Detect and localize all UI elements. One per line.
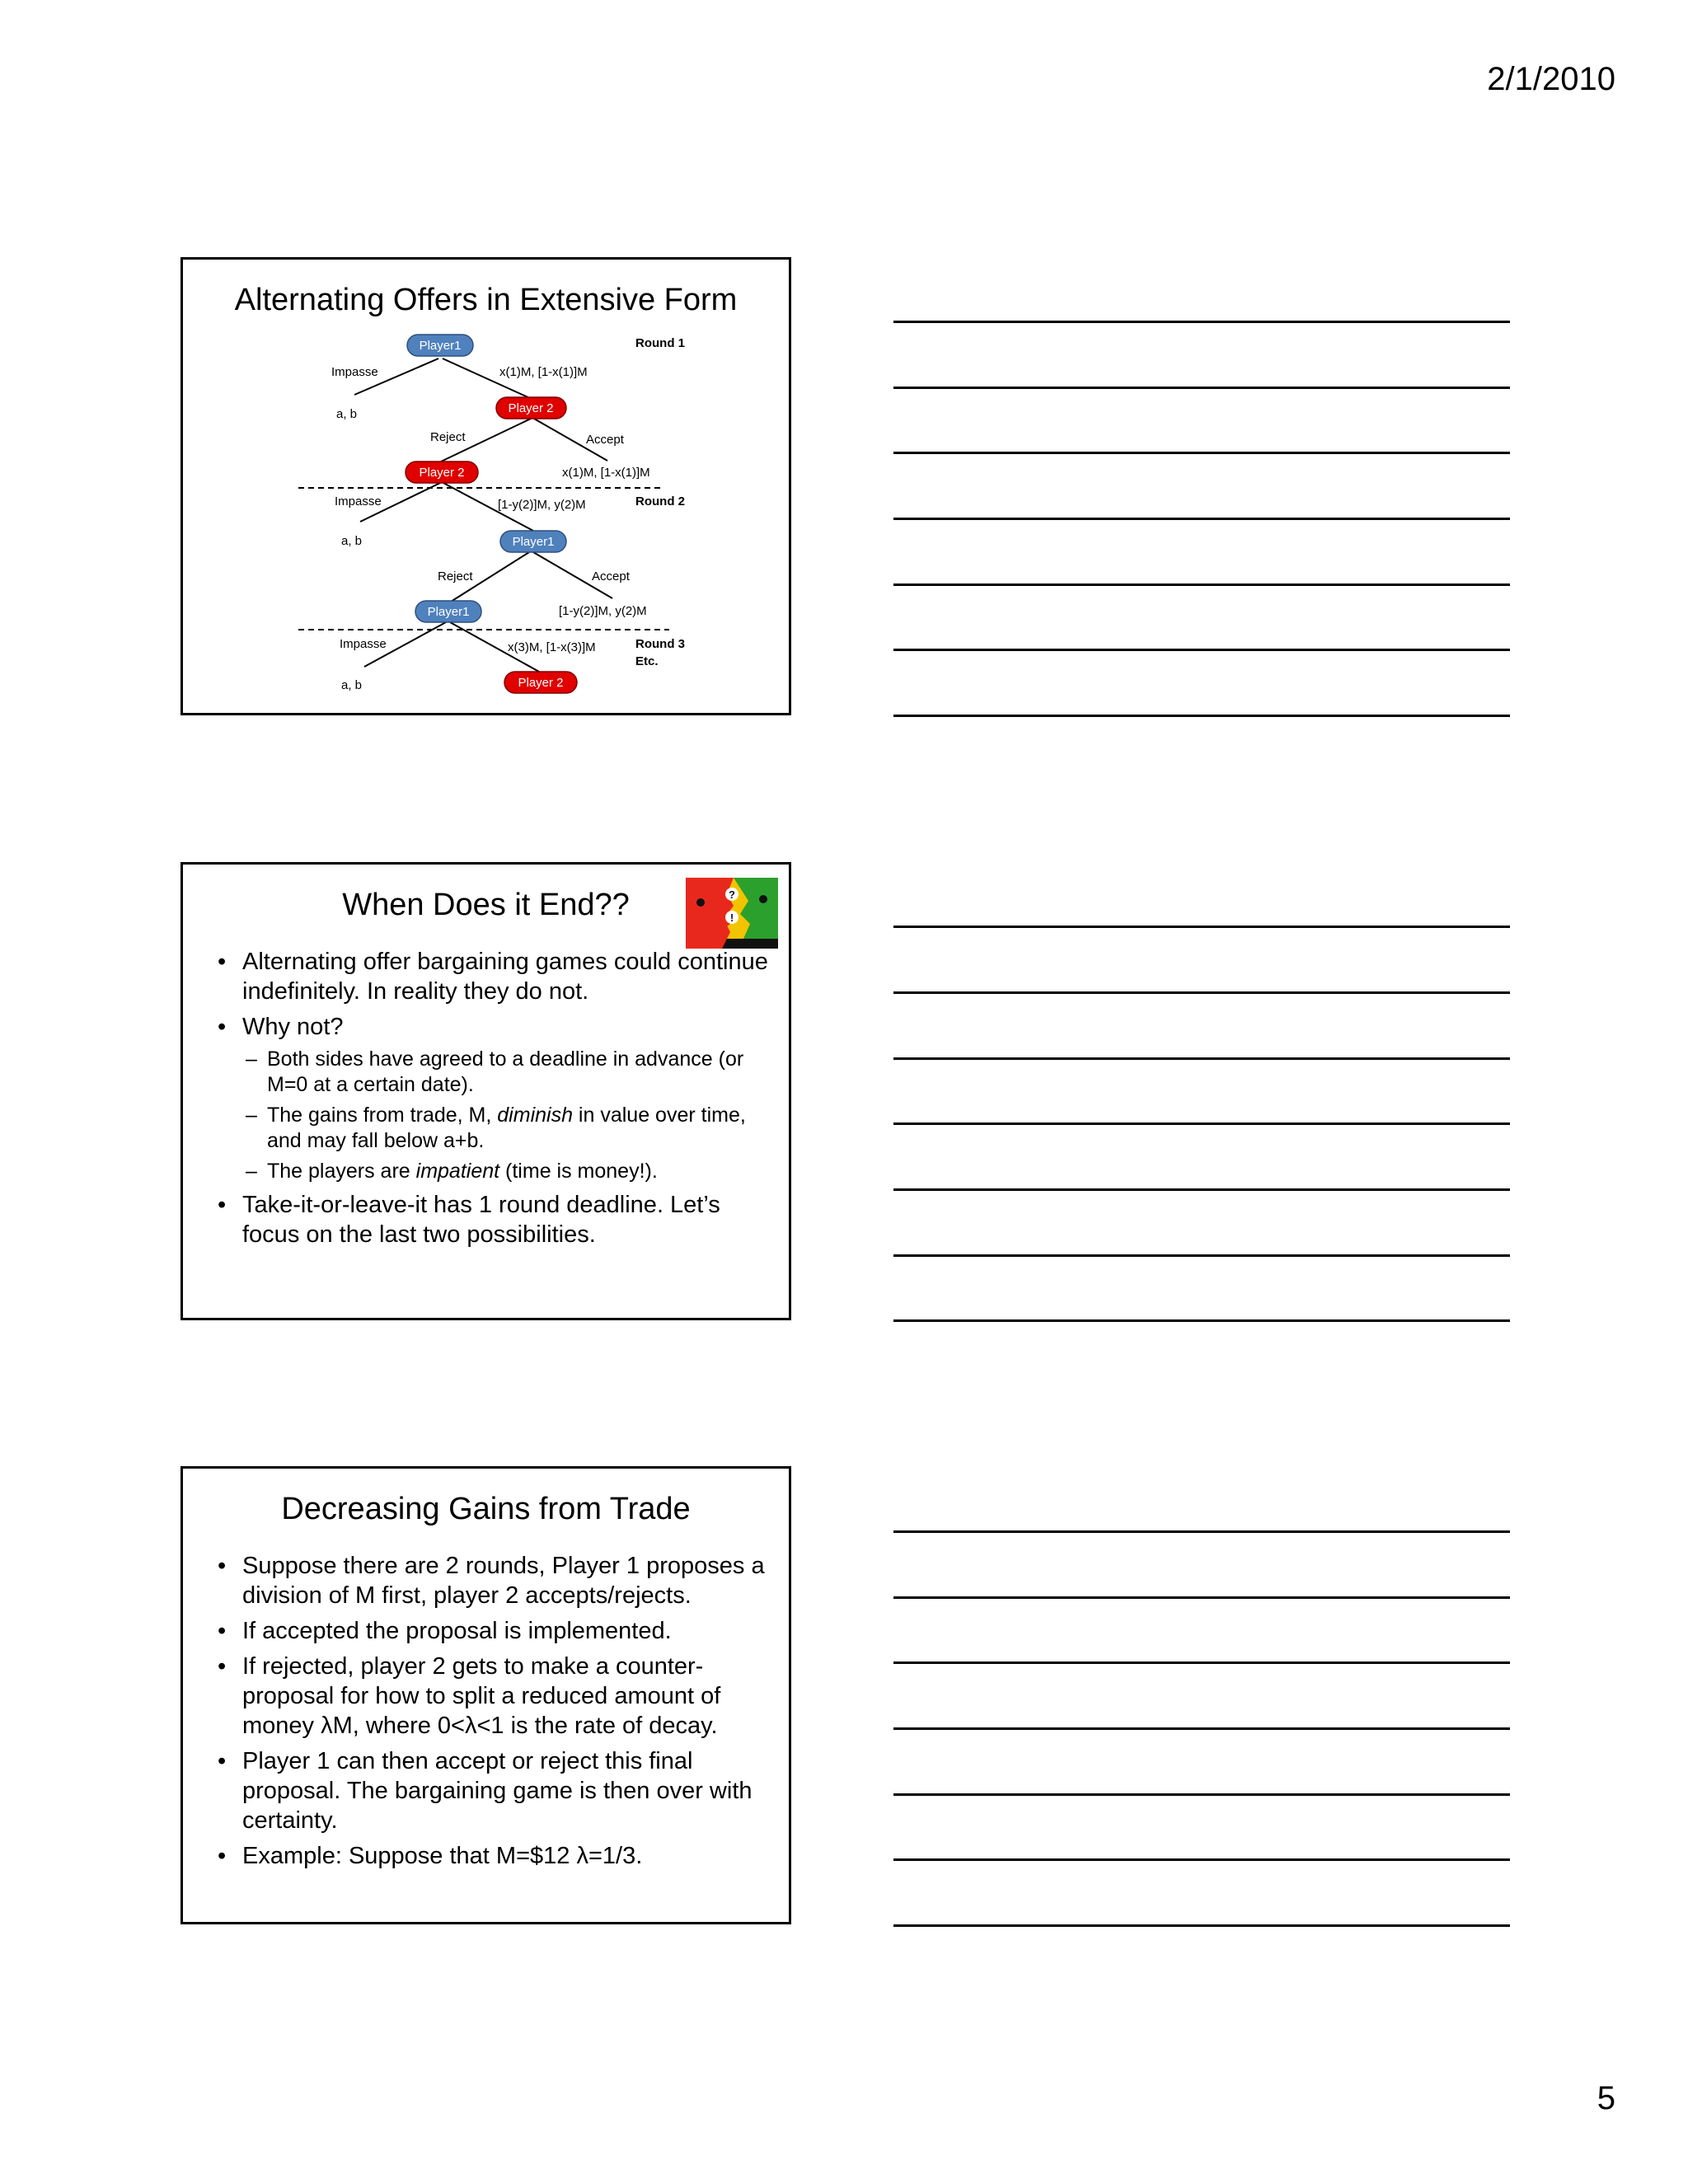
note-line	[893, 1793, 1510, 1796]
svg-text:Player 2: Player 2	[419, 466, 465, 480]
svg-text:Player1: Player1	[512, 535, 555, 549]
reject-label: Reject	[438, 569, 473, 583]
round-2-label: Round 2	[635, 494, 685, 509]
payoff-label: a, b	[341, 678, 363, 692]
two-faces-clipart-icon	[686, 878, 778, 949]
bullet-item: • Take-it-or-leave-it has 1 round deadline. Let’s focus on the last two possibilities.	[216, 1190, 768, 1249]
bullet-item: • If rejected, player 2 gets to make a counter-proposal for how to split a reduced amount of money λM, where 0<λ<1 is the rate of decay.	[216, 1652, 768, 1741]
etc-label: Etc.	[635, 654, 659, 668]
note-line	[893, 583, 1510, 586]
bullet-item: • Example: Suppose that M=$12 λ=1/3.	[216, 1841, 768, 1871]
note-line	[893, 715, 1510, 717]
note-line	[893, 991, 1510, 994]
slide-2-bullet-list	[216, 941, 768, 1249]
accept-label: Accept	[592, 569, 630, 583]
note-line	[893, 1924, 1510, 1927]
slide-2-title: When Does it End??	[342, 888, 630, 922]
node-r1-player1	[407, 335, 473, 356]
bullet-item: • Why not?	[216, 1012, 768, 1042]
node-r3-player1	[415, 601, 481, 622]
accept-label: Accept	[586, 433, 624, 447]
note-line	[893, 452, 1510, 454]
note-line	[893, 1319, 1510, 1322]
offer-label: x(1)M, [1-x(1)]M	[499, 365, 588, 379]
note-line	[893, 1057, 1510, 1060]
slide-3-bullet-list	[216, 1545, 768, 1871]
bullet-item: • Suppose there are 2 rounds, Player 1 proposes a division of M first, player 2 accepts/rejects.	[216, 1551, 768, 1610]
svg-text:!: !	[729, 912, 734, 924]
note-line	[893, 1596, 1510, 1599]
note-line	[893, 387, 1510, 389]
note-line	[893, 926, 1510, 928]
bullet-item: • Alternating offer bargaining games could continue indefinitely. In reality they do not.	[216, 947, 768, 1006]
header-date: 2/1/2010	[1487, 61, 1615, 97]
impasse-label: Impasse	[331, 365, 378, 379]
svg-text:?: ?	[729, 888, 735, 901]
bullet-item: • If accepted the proposal is implemented.	[216, 1616, 768, 1646]
svg-text:Player 2: Player 2	[518, 676, 564, 690]
node-r1-player2	[496, 397, 566, 419]
sub-bullet-item: – The gains from trade, M, diminish in value over time, and may fall below a+b.	[246, 1104, 746, 1152]
node-r3-player2	[504, 672, 577, 693]
round-3-label: Round 3	[635, 637, 685, 651]
svg-text:Player1: Player1	[419, 339, 462, 353]
page-number: 5	[1597, 2080, 1615, 2116]
note-line	[893, 1727, 1510, 1730]
slide-1	[181, 257, 791, 715]
tree-edges	[354, 359, 612, 672]
note-line	[893, 1254, 1510, 1257]
sub-bullet-item: – Both sides have agreed to a deadline in advance (or M=0 at a certain date).	[246, 1047, 744, 1096]
offer-label: [1-y(2)]M, y(2)M	[498, 498, 586, 512]
sub-bullet-item: – The players are impatient (time is money!).	[246, 1160, 658, 1183]
note-line	[893, 321, 1510, 323]
payoff-label: a, b	[336, 407, 358, 421]
note-line	[893, 1858, 1510, 1861]
node-r2-player2	[406, 462, 478, 483]
payoff-label: x(1)M, [1-x(1)]M	[562, 466, 650, 480]
reject-label: Reject	[430, 430, 466, 444]
note-line	[893, 1661, 1510, 1664]
svg-text:Player 2: Player 2	[508, 401, 554, 415]
slide-2	[181, 862, 791, 1320]
slide-3	[181, 1466, 791, 1924]
round-1-label: Round 1	[635, 336, 685, 350]
node-r2-player1	[500, 531, 566, 552]
note-line	[893, 1122, 1510, 1125]
impasse-label: Impasse	[340, 637, 387, 651]
note-line	[893, 518, 1510, 520]
slide-3-title: Decreasing Gains from Trade	[281, 1492, 691, 1526]
offer-label: x(3)M, [1-x(3)]M	[508, 640, 596, 654]
note-line	[893, 1188, 1510, 1191]
bullet-item: • Player 1 can then accept or reject this final proposal. The bargaining game is then over with certainty.	[216, 1746, 768, 1835]
note-line	[893, 1530, 1510, 1533]
note-line	[893, 649, 1510, 651]
payoff-label: a, b	[341, 534, 363, 548]
slide-1-title: Alternating Offers in Extensive Form	[234, 283, 738, 317]
svg-text:Player1: Player1	[427, 605, 470, 619]
payoff-label: [1-y(2)]M, y(2)M	[559, 604, 647, 618]
game-tree-diagram	[183, 260, 789, 713]
impasse-label: Impasse	[335, 494, 382, 509]
